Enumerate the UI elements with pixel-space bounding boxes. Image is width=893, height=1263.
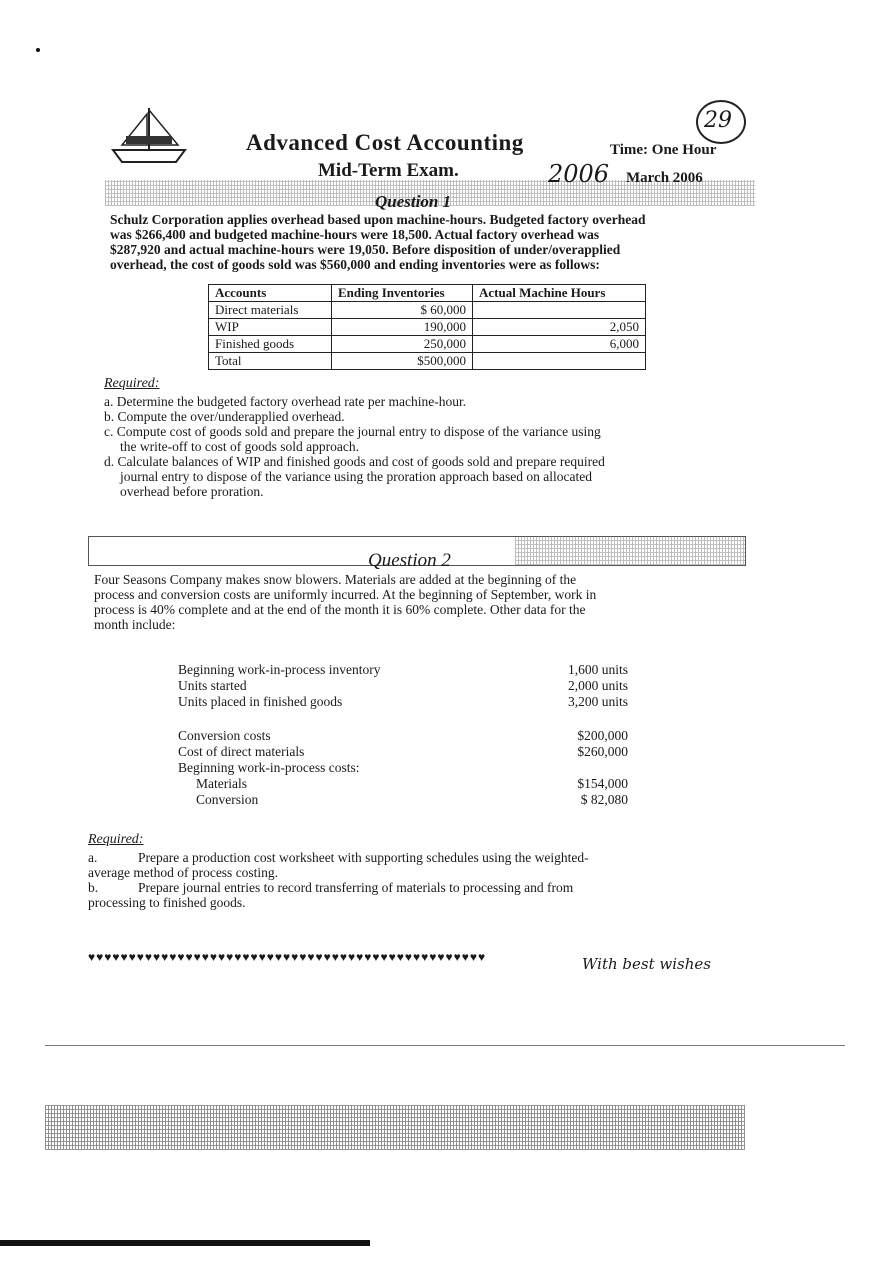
requirement-marker: b. — [88, 880, 99, 895]
data-row — [178, 678, 628, 694]
exam-title: Mid-Term Exam. — [318, 160, 459, 181]
spacer — [178, 710, 628, 728]
data-label: Materials — [196, 776, 247, 791]
question1-required-label: Required: — [104, 376, 160, 391]
data-value: 2,000 units — [567, 678, 628, 693]
bottom-edge-line — [0, 1240, 370, 1246]
question2-heading: Question 2 — [368, 550, 451, 571]
requirement-item: the write-off to cost of goods sold approach. — [120, 439, 359, 454]
data-value: 1,600 units — [567, 662, 628, 677]
table-cell: $500,000 — [332, 353, 473, 370]
q2-line: process is 40% complete and at the end of the month it is 60% complete. Other data for the — [94, 602, 586, 617]
data-value: $154,000 — [577, 776, 628, 791]
requirement-item: d. Calculate balances of WIP and finished goods and cost of goods sold and prepare required — [104, 454, 605, 469]
data-label: Units started — [178, 678, 247, 693]
requirement-item — [88, 895, 738, 910]
table-row — [209, 319, 646, 336]
requirement-item: a. Determine the budgeted factory overhead rate per machine-hour. — [104, 394, 467, 409]
requirement-item — [88, 865, 738, 880]
question1-paragraph — [110, 212, 760, 272]
table-cell: 6,000 — [473, 336, 646, 353]
table-cell: Direct materials — [209, 302, 332, 319]
q2-line: month include: — [94, 617, 176, 632]
data-value: $200,000 — [577, 728, 628, 743]
date-label: March 2006 — [626, 170, 703, 186]
data-label: Beginning work-in-process inventory — [178, 662, 381, 677]
table-cell — [473, 302, 646, 319]
table-cell: 2,050 — [473, 319, 646, 336]
data-row — [178, 760, 628, 776]
university-logo — [108, 100, 190, 170]
requirement-text: Prepare a production cost worksheet with supporting schedules using the weighted- — [138, 850, 589, 865]
closing-text: With best wishes — [582, 955, 711, 973]
data-row — [178, 662, 628, 678]
table-header-row — [209, 285, 646, 302]
footer-hearts: ♥♥♥♥♥♥♥♥♥♥♥♥♥♥♥♥♥♥♥♥♥♥♥♥♥♥♥♥♥♥♥♥♥♥♥♥♥♥♥♥♥♥♥♥♥♥♥♥♥ — [88, 950, 487, 964]
requirement-item: b. Compute the over/underapplied overhead. — [104, 409, 345, 424]
question1-heading: Question 1 — [375, 192, 452, 211]
data-label: Conversion costs — [178, 728, 271, 743]
data-value: $ 82,080 — [580, 792, 628, 807]
data-label: Conversion — [196, 792, 259, 807]
table-cell: Finished goods — [209, 336, 332, 353]
data-row — [178, 694, 628, 710]
requirement-item: overhead before proration. — [120, 484, 264, 499]
table-cell: 190,000 — [332, 319, 473, 336]
data-row — [178, 792, 628, 808]
table-row — [209, 336, 646, 353]
requirement-text: processing to finished goods. — [88, 895, 246, 910]
scan-dot — [36, 48, 40, 52]
time-label: Time: One Hour — [610, 142, 717, 158]
q2-line: process and conversion costs are uniformly incurred. At the beginning of September, work in — [94, 587, 597, 602]
table-row — [209, 302, 646, 319]
q2-line: Four Seasons Company makes snow blowers. Materials are added at the beginning of the — [94, 572, 577, 587]
table-cell: Total — [209, 353, 332, 370]
table-cell: $ 60,000 — [332, 302, 473, 319]
table-cell — [473, 353, 646, 370]
course-title: Advanced Cost Accounting — [246, 130, 524, 155]
ship-logo-icon — [108, 100, 190, 170]
table-header: Ending Inventories — [332, 285, 473, 302]
q1-line: was $266,400 and budgeted machine-hours were 18,500. Actual factory overhead was — [110, 227, 600, 242]
table-header: Actual Machine Hours — [473, 285, 646, 302]
question1-requirements — [104, 394, 744, 499]
requirement-item: c. Compute cost of goods sold and prepare the journal entry to dispose of the variance using — [104, 424, 601, 439]
requirement-text: Prepare journal entries to record transferring of materials to processing and from — [138, 880, 574, 895]
table-cell: WIP — [209, 319, 332, 336]
question2-data — [178, 662, 628, 808]
q1-line: $287,920 and actual machine-hours were 19,050. Before disposition of under/overapplied — [110, 242, 621, 257]
heading-noise — [515, 537, 745, 565]
handwritten-year: 2006 — [548, 160, 610, 188]
question2-paragraph — [94, 572, 744, 632]
data-label: Beginning work-in-process costs: — [178, 760, 360, 775]
requirement-item: journal entry to dispose of the variance using the proration approach based on allocated — [120, 469, 592, 484]
data-value: 3,200 units — [567, 694, 628, 709]
data-label: Cost of direct materials — [178, 744, 305, 759]
table-header: Accounts — [209, 285, 332, 302]
data-label: Units placed in finished goods — [178, 694, 343, 709]
q1-line: overhead, the cost of goods sold was $560,000 and ending inventories were as follows: — [110, 257, 600, 272]
question2-required-label: Required: — [88, 832, 144, 847]
data-row — [178, 776, 628, 792]
requirement-text: average method of process costing. — [88, 865, 279, 880]
data-value: $260,000 — [577, 744, 628, 759]
question2-requirements — [88, 850, 738, 910]
page-number: 29 — [704, 108, 732, 133]
requirement-item — [88, 850, 738, 865]
table-cell: 250,000 — [332, 336, 473, 353]
table-row — [209, 353, 646, 370]
requirement-item — [88, 880, 738, 895]
requirement-marker: a. — [88, 850, 98, 865]
inventory-table — [208, 284, 646, 370]
data-row — [178, 728, 628, 744]
data-row — [178, 744, 628, 760]
bottom-scan-band — [45, 1105, 745, 1150]
q1-line: Schulz Corporation applies overhead based upon machine-hours. Budgeted factory overhead — [110, 212, 646, 227]
divider-line — [45, 1045, 845, 1046]
inventory-table-wrap — [208, 284, 646, 370]
